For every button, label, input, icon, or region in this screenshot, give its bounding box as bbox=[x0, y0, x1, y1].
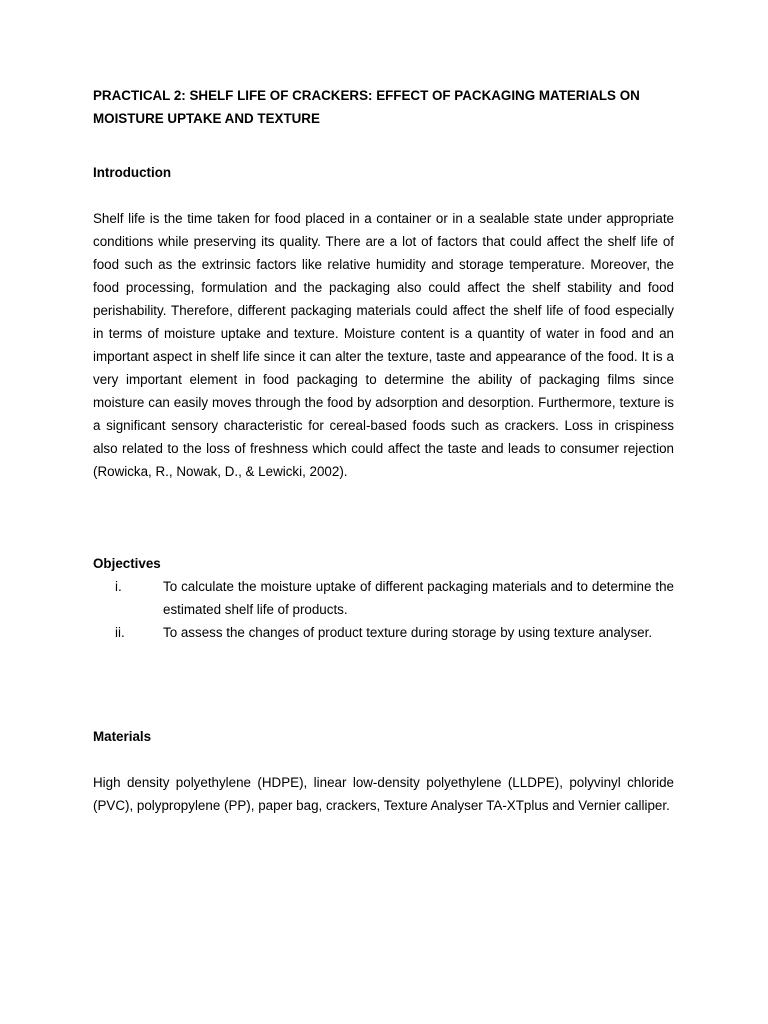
introduction-heading: Introduction bbox=[93, 165, 172, 180]
objective-item bbox=[93, 621, 674, 644]
objective-number: ii. bbox=[115, 625, 125, 640]
objective-number: i. bbox=[115, 579, 122, 594]
materials-heading: Materials bbox=[93, 729, 152, 744]
introduction-paragraph: Shelf life is the time taken for food placed in a container or in a sealable state under appropriate conditions while preserving its quality. There are a lot of factors that could affect the shelf life of food such as the extrinsic factors like relative humidity and storage temperature. Moreover, the food processing, formulation and the packaging also could affect the shelf stability and food perishability. Therefore, different packaging materials could affect the shelf life of food especially in terms of moisture uptake and texture. Moisture content is a quantity of water in food and an important aspect in shelf life since it can alter the texture, taste and appearance of the food. It is a very important element in food packaging to determine the ability of packaging films since moisture can easily moves through the food by adsorption and desorption. Furthermore, texture is a significant sensory characteristic for cereal-based foods such as crackers. Loss in crispiness also related to the loss of freshness which could affect the taste and leads to consumer rejection (Rowicka, R., Nowak, D., & Lewicki, 2002). bbox=[93, 211, 674, 479]
objectives-list bbox=[93, 575, 674, 644]
materials-paragraph: High density polyethylene (HDPE), linear low-density polyethylene (LLDPE), polyvinyl chloride (PVC), polypropylene (PP), paper bag, crackers, Texture Analyser TA-XTplus and Vernier calliper. bbox=[93, 775, 674, 813]
objective-text: To assess the changes of product texture during storage by using texture analyser. bbox=[163, 625, 653, 640]
objective-text: To calculate the moisture uptake of different packaging materials and to determine the estimated shelf life of products. bbox=[163, 579, 674, 617]
objective-item bbox=[93, 575, 674, 621]
document-title: PRACTICAL 2: SHELF LIFE OF CRACKERS: EFFECT OF PACKAGING MATERIALS ON MOISTURE UPTAKE AND TEXTURE bbox=[93, 88, 640, 126]
objectives-heading: Objectives bbox=[93, 556, 161, 571]
